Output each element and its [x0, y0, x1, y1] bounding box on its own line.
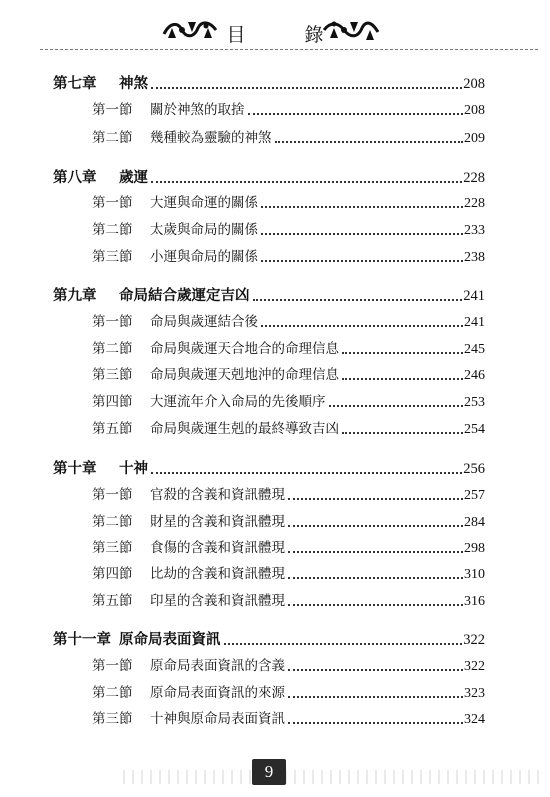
section-label: 第三節	[92, 367, 133, 383]
page-ref: 209	[464, 131, 485, 146]
toc-section-row	[92, 682, 485, 704]
chapter-label: 第十章	[53, 460, 97, 477]
page-ref: 238	[464, 250, 485, 265]
toc-section-row	[92, 364, 485, 386]
dot-leader	[261, 324, 463, 327]
toc-section-row	[92, 484, 485, 506]
chapter-title: 歲運	[119, 169, 148, 186]
page-ref: 256	[463, 461, 485, 477]
dot-leader	[224, 642, 463, 645]
section-label: 第三節	[92, 540, 133, 556]
dot-leader	[151, 86, 462, 89]
dot-leader	[253, 298, 463, 301]
page-ref: 257	[464, 488, 485, 503]
toc-chapter-row	[53, 73, 485, 95]
toc-section-row	[92, 391, 485, 413]
section-label: 第一節	[92, 658, 133, 674]
dot-leader	[288, 668, 463, 671]
page-ref: 254	[464, 422, 485, 437]
chapter-label: 第十一章	[53, 631, 111, 648]
section-label: 第三節	[92, 711, 133, 727]
toc-section-row	[92, 708, 485, 730]
section-title: 財星的含義和資訊體現	[150, 514, 285, 530]
dot-leader	[151, 180, 462, 183]
page-ref: 298	[464, 541, 485, 556]
section-label: 第二節	[92, 130, 133, 146]
page-number: 9	[252, 759, 286, 785]
toc-section-row	[92, 192, 485, 214]
toc-chapter-row	[53, 629, 485, 651]
dot-leader	[342, 377, 463, 380]
page-ref: 208	[463, 76, 485, 92]
dragon-ornament-icon	[162, 16, 218, 44]
chapter-title: 命局結合歲運定吉凶	[119, 287, 250, 304]
section-label: 第一節	[92, 487, 133, 503]
section-title: 命局與歲運天合地合的命理信息	[150, 341, 339, 357]
section-title: 印星的含義和資訊體現	[150, 593, 285, 609]
page-ref: 253	[464, 395, 485, 410]
dot-leader	[275, 140, 464, 143]
footer-band	[120, 770, 540, 784]
section-title: 命局與歲運結合後	[150, 314, 258, 330]
chapter-title: 神煞	[119, 75, 148, 92]
section-label: 第二節	[92, 341, 133, 357]
dot-leader	[151, 471, 462, 474]
dot-leader	[261, 232, 463, 235]
section-title: 原命局表面資訊的來源	[150, 685, 285, 701]
header-divider	[40, 49, 538, 50]
section-title: 小運與命局的關係	[150, 249, 258, 265]
page-ref: 323	[464, 686, 485, 701]
section-title: 十神與原命局表面資訊	[150, 711, 285, 727]
page-title	[225, 20, 325, 47]
toc-section-row	[92, 590, 485, 612]
toc-section-row	[92, 418, 485, 440]
page-ref: 310	[464, 567, 485, 582]
section-label: 第二節	[92, 514, 133, 530]
section-title: 命局與歲運天剋地沖的命理信息	[150, 367, 339, 383]
section-label: 第四節	[92, 394, 133, 410]
title-char: 目	[226, 24, 246, 46]
toc-section-row	[92, 99, 485, 121]
page-ref: 228	[464, 196, 485, 211]
section-title: 比劫的含義和資訊體現	[150, 566, 285, 582]
section-label: 第二節	[92, 222, 133, 238]
page-ref: 246	[464, 368, 485, 383]
section-title: 食傷的含義和資訊體現	[150, 540, 285, 556]
dot-leader	[342, 431, 463, 434]
toc-section-row	[92, 537, 485, 559]
page-ref: 208	[464, 103, 485, 118]
section-title: 大運與命運的關係	[150, 195, 258, 211]
dot-leader	[261, 205, 463, 208]
section-title: 幾種較為靈驗的神煞	[150, 130, 272, 146]
section-title: 命局與歲運生剋的最終導致吉凶	[150, 421, 339, 437]
section-label: 第一節	[92, 195, 133, 211]
section-label: 第五節	[92, 593, 133, 609]
toc-section-row	[92, 655, 485, 677]
section-label: 第五節	[92, 421, 133, 437]
dot-leader	[288, 721, 463, 724]
chapter-label: 第九章	[53, 287, 97, 304]
section-title: 太歲與命局的關係	[150, 222, 258, 238]
title-char: 錄	[304, 24, 324, 46]
dot-leader	[342, 351, 463, 354]
dot-leader	[248, 112, 464, 115]
toc-section-row	[92, 219, 485, 241]
page-header	[0, 14, 550, 50]
page-ref: 241	[463, 288, 485, 304]
page-ref: 233	[464, 223, 485, 238]
section-label: 第一節	[92, 102, 133, 118]
toc-chapter-row	[53, 167, 485, 189]
page-ref: 324	[464, 712, 485, 727]
section-label: 第二節	[92, 685, 133, 701]
dot-leader	[288, 497, 463, 500]
toc-section-row	[92, 127, 485, 149]
toc-section-row	[92, 338, 485, 360]
chapter-label: 第八章	[53, 169, 97, 186]
section-label: 第三節	[92, 249, 133, 265]
chapter-title: 原命局表面資訊	[119, 631, 221, 648]
dot-leader	[261, 259, 463, 262]
dot-leader	[288, 524, 463, 527]
chapter-title: 十神	[119, 460, 148, 477]
section-title: 官殺的含義和資訊體現	[150, 487, 285, 503]
page-ref: 322	[463, 632, 485, 648]
section-title: 原命局表面資訊的含義	[150, 658, 285, 674]
page-ref: 228	[463, 170, 485, 186]
page-ref: 245	[464, 342, 485, 357]
chapter-label: 第七章	[53, 75, 97, 92]
toc-chapter-row	[53, 285, 485, 307]
toc-section-row	[92, 311, 485, 333]
page-ref: 316	[464, 594, 485, 609]
page-ref: 241	[464, 315, 485, 330]
toc-section-row	[92, 511, 485, 533]
toc-chapter-row	[53, 458, 485, 480]
section-label: 第四節	[92, 566, 133, 582]
section-title: 關於神煞的取捨	[150, 102, 245, 118]
dot-leader	[288, 576, 463, 579]
toc-section-row	[92, 563, 485, 585]
dot-leader	[288, 550, 463, 553]
dot-leader	[288, 695, 463, 698]
dot-leader	[329, 404, 464, 407]
dragon-ornament-icon	[322, 16, 380, 44]
section-label: 第一節	[92, 314, 133, 330]
page-ref: 284	[464, 515, 485, 530]
section-title: 大運流年介入命局的先後順序	[150, 394, 326, 410]
dot-leader	[288, 603, 463, 606]
toc-section-row	[92, 246, 485, 268]
page-ref: 322	[464, 659, 485, 674]
